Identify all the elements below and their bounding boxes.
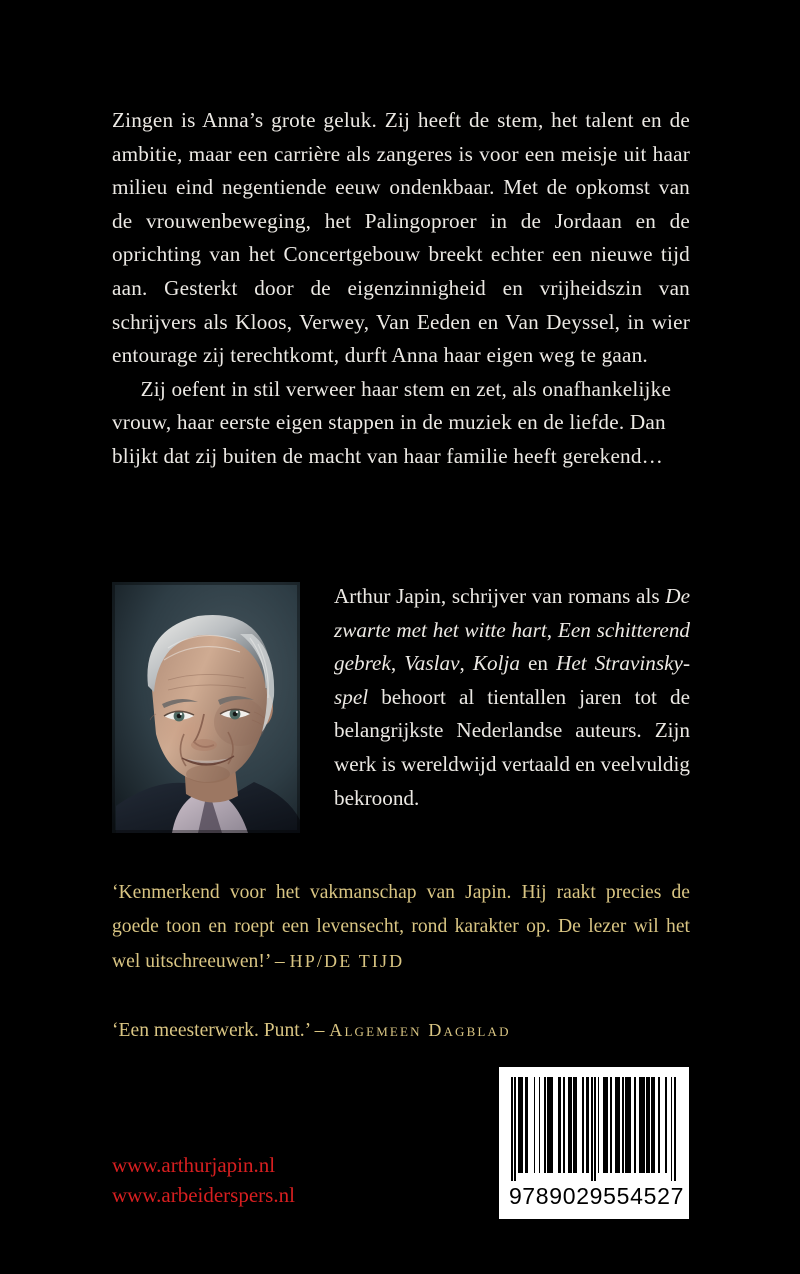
bio-sep-2: , — [390, 651, 405, 676]
publisher-website-link[interactable]: www.arbeiderspers.nl — [112, 1183, 295, 1207]
bio-sep-3: , — [459, 651, 473, 676]
isbn-barcode — [499, 1067, 689, 1219]
quote-1-dash: – — [274, 951, 285, 972]
bio-intro: Arthur Japin, schrijver van romans als — [334, 584, 666, 608]
blurb-paragraph-2: Zij oefent in stil verweer haar stem en zet, als onafhankelijke vrouw, haar eerste eigen stappen in de muziek en de liefde. Dan blijkt dat zij buiten de macht van haar familie heeft gerekend… — [112, 376, 672, 468]
bio-sep-1: , — [546, 617, 558, 642]
blurb-paragraph-1: Zingen is Anna’s grote geluk. Zij heeft de stem, het talent en de ambitie, maar een carrière als zangeres is voor een meisje uit haar milieu eind negentiende eeuw ondenkbaar. Met de opkomst van de vrouwenbeweging, het Palingoproer in de Jordaan en de oprichting van het Concertgebouw breekt echter een nieuwe tijd aan. Gesterkt door de eigenzinnigheid en vrijheidszin van schrijvers als Kloos, Verwey, Van Eeden en Van Deyssel, in wier entourage zij terechtkomt, durft Anna haar eigen weg te gaan. — [112, 108, 690, 368]
author-website-link[interactable]: www.arthurjapin.nl — [112, 1153, 276, 1177]
book-title-1: De zwarte met het witte hart — [334, 584, 690, 642]
quote-2-dash: – — [314, 1020, 325, 1041]
book-title-2: Een schitterend gebrek — [334, 617, 691, 676]
website-links — [112, 1150, 295, 1210]
book-title-3: Vaslav — [404, 651, 460, 676]
author-bio-text — [334, 580, 690, 815]
barcode-group-2: 554527 — [603, 1182, 685, 1209]
barcode-bars — [511, 1077, 677, 1181]
blurb-text — [112, 104, 690, 474]
press-quote-1 — [112, 876, 690, 979]
barcode-digits — [507, 1181, 685, 1211]
book-title-5: Het Stravinsky-spel — [334, 651, 691, 709]
quote-1-text: ‘Kenmerkend voor het vakmanschap van Japin. Hij raakt precies de goede toon en roept een levensecht, rond karakter op. De lezer wil het wel uitschreeuwen!’ — [112, 882, 690, 972]
barcode-group-1: 789029 — [522, 1182, 604, 1209]
quote-2-source: Algemeen Dagblad — [329, 1020, 511, 1040]
press-quote-2 — [112, 1013, 692, 1048]
quote-2-text: ‘Een meesterwerk. Punt.’ — [112, 1020, 310, 1041]
bio-outro: behoort al tientallen jaren tot de belangrijkste Nederlandse auteurs. Zijn werk is wereldwijd vertaald en veelvuldig bekroond. — [334, 684, 690, 810]
author-portrait-photo — [112, 582, 300, 833]
press-quotes — [112, 876, 692, 1048]
barcode-lead-digit: 9 — [509, 1182, 523, 1209]
bio-sep-4: en — [519, 651, 557, 676]
book-title-4: Kolja — [472, 651, 520, 676]
author-block — [112, 582, 690, 834]
quote-1-source: HP/DE TIJD — [289, 951, 405, 971]
